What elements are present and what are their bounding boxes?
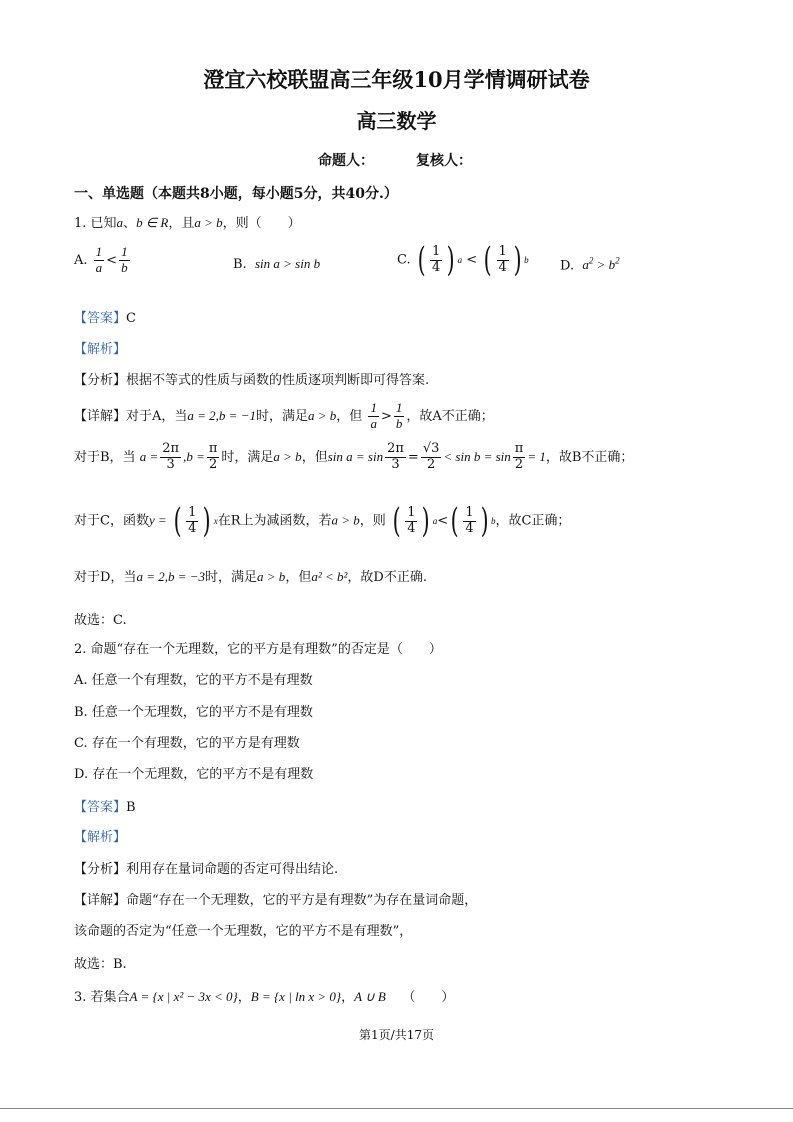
q1-answer [74, 307, 136, 326]
q1-opt-b-math: sin a > sin b [254, 256, 321, 271]
q1-sep: 、 [123, 216, 137, 231]
q1-detail-b-7: < sin b = sin [443, 448, 511, 464]
reviewer-label: 复核人： [416, 153, 472, 169]
q1-detail-a-4: a > b [308, 407, 337, 423]
exam-title: 澄宜六校联盟高三年级10月学情调研试卷 [203, 67, 590, 92]
q1-detail-a-3: 时，满足 [255, 408, 308, 424]
q1-conclusion: 故选：C. [74, 613, 127, 628]
q1-detail-a: 【详解】对于A，当a = 2,b = −1时，满足a > b，但 $\frac{1}{a}$ > $\frac{1}{b}$ ，故A不正确； [74, 400, 494, 431]
paren-quarter-pow-b: ( $\frac{1}{4}$ ) b [483, 240, 529, 280]
q1-detail-d-4: a > b [257, 569, 286, 584]
q1-detail-c-6: ，故C正确； [495, 513, 571, 529]
q2-answer [74, 796, 136, 815]
q1-detail-d-6: a² < b² [311, 569, 348, 584]
q1-detail-b-8: = 1 [527, 448, 546, 464]
q2-option-c: C. 存在一个有理数，它的平方是有理数 [74, 736, 300, 751]
fenxi-text: 根据不等式的性质与函数的性质逐项判断即可得答案. [126, 373, 430, 388]
q2-option-b: B. 任意一个无理数，它的平方不是有理数 [74, 705, 313, 720]
q1-detail-a-2: a = 2,b = −1 [187, 407, 256, 423]
detail-tag: 【详解】 [74, 893, 127, 908]
q1-detail-b-4: a > b [273, 448, 302, 464]
q1-detail-a-6: ，故A不正确； [406, 408, 494, 424]
q2-fenxi [74, 858, 338, 877]
q2-detail-2: 该命题的否定为“任意一个无理数，它的平方不是有理数”， [74, 924, 413, 939]
q1-opt-d-label: D. [560, 258, 575, 274]
q1-detail-b: 对于B，当 a = $\frac{2\pi}{3}$ ,b = $\frac{\pi}{2}$ 时，满足a > b，但sin a = sin $\frac{2\pi}{3}$ = $\frac{√3}{2}$ < sin b = sin $\frac{\pi}{2}$ = 1，故B不正确； [74, 441, 634, 472]
q3-stem-end: （ ） [402, 990, 455, 1005]
q1-fenxi [74, 369, 429, 388]
answer-tag: 【答案】 [74, 800, 127, 815]
answer-tag: 【答案】 [74, 311, 127, 326]
q2-option-d: D. 存在一个无理数，它的平方不是有理数 [74, 767, 314, 782]
section-heading: 一、单选题（本题共8小题，每小题5分，共40分.） [74, 186, 398, 202]
q1-detail-b-1: 对于B，当 [74, 449, 136, 465]
q1-detail-b-9: ，故B不正确； [545, 449, 634, 465]
q1-opt-c-label: C. [397, 252, 411, 268]
q1-analysis-tag: 【解析】 [74, 342, 127, 357]
page-footer: 第1页/共17页 [359, 1028, 434, 1042]
q1-stem-end: ，则（ ） [222, 216, 301, 231]
detail-tag: 【详解】 [74, 408, 127, 424]
author-line [318, 150, 472, 170]
q1-detail-c-5: ，则 [359, 513, 386, 529]
fenxi-text: 利用存在量词命题的否定可得出结论. [126, 862, 339, 877]
q1-cond: a > b [194, 215, 223, 230]
q1-detail-d-3: 时，满足 [205, 570, 258, 585]
q1-opt-b-label: B. [233, 257, 247, 272]
detail-text: 命题“存在一个无理数，它的平方是有理数”为存在量词命题， [126, 893, 478, 908]
q1-detail-d [74, 566, 427, 585]
q2-conclusion: 故选：B. [74, 957, 127, 972]
q1-detail-d-7: ，故D不正确. [347, 570, 427, 585]
q3-stem: 3. 若集合A = {x | x² − 3x < 0}，B = {x | ln x > 0}，A ∪ B （ ） [74, 989, 455, 1005]
q3-set-b: B = {x | ln x > 0} [250, 989, 342, 1004]
q1-opt-a-label: A. [74, 252, 88, 268]
subject-title: 高三数学 [356, 109, 437, 133]
paren-quarter-pow-a: ( $\frac{1}{4}$ ) a [417, 240, 463, 280]
q1-detail-b-3: 时，满足 [221, 449, 274, 465]
q1-detail-b-5: ，但 [301, 449, 328, 465]
q1-mid: ，且 [168, 216, 195, 231]
q1-detail-c: 对于C，函数y = ( $\frac{1}{4}$ ) x 在R上为减函数，若a > b，则 ( $\frac{1}{4}$ ) a < ( $\frac{1}{4}$ ) b ，故C正确； [74, 501, 571, 541]
q2-analysis-tag: 【解析】 [74, 830, 127, 845]
q1-detail-a-1: 对于A，当 [126, 408, 188, 424]
q1-option-b [233, 256, 320, 272]
q1-detail-d-5: ，但 [285, 570, 312, 585]
q1-option-c: C. ( $\frac{1}{4}$ ) a < ( $\frac{1}{4}$ ) b [397, 240, 529, 280]
q1-option-d: D. $a^2 > b^2$ [560, 256, 620, 274]
q2-detail-1 [74, 889, 477, 908]
q2-option-a: A. 任意一个有理数，它的平方不是有理数 [74, 673, 313, 688]
q2-stem: 2. 命题“存在一个无理数，它的平方是有理数”的否定是（ ） [74, 642, 442, 657]
answer-value: B [126, 800, 136, 815]
q1-stem [74, 212, 301, 231]
fraction-1-over-a: $\frac{1}{a}$ [95, 244, 103, 275]
q1-var-a: a [116, 215, 124, 230]
q1-detail-d-1: 对于D，当 [74, 570, 137, 585]
q1-detail-c-3: 在R上为减函数，若 [217, 513, 332, 529]
fraction-1-over-b: $\frac{1}{b}$ [121, 244, 128, 275]
q1-stem-pre: 1. 已知 [74, 216, 117, 231]
q1-b-in-R: b ∈ R [136, 215, 169, 230]
q1-detail-c-4: a > b [331, 512, 360, 528]
q1-detail-b-6: sin a = sin [327, 448, 384, 464]
bottom-divider [0, 1108, 793, 1109]
fenxi-tag: 【分析】 [74, 862, 127, 877]
q3-union: A ∪ B [354, 989, 386, 1004]
fenxi-tag: 【分析】 [74, 373, 127, 388]
q1-option-a: A. $\frac{1}{a}$ < $\frac{1}{b}$ [74, 244, 128, 275]
q3-stem-pre: 3. 若集合 [74, 990, 130, 1005]
proposer-label: 命题人： [318, 153, 374, 169]
answer-value: C [126, 311, 136, 326]
q1-detail-d-2: a = 2,b = −3 [136, 569, 206, 584]
q1-detail-c-1: 对于C，函数 [74, 513, 149, 529]
q1-detail-c-2: y = [148, 512, 167, 528]
q3-set-a: A = {x | x² − 3x < 0} [129, 989, 238, 1004]
q1-detail-a-5: ，但 [336, 408, 363, 424]
